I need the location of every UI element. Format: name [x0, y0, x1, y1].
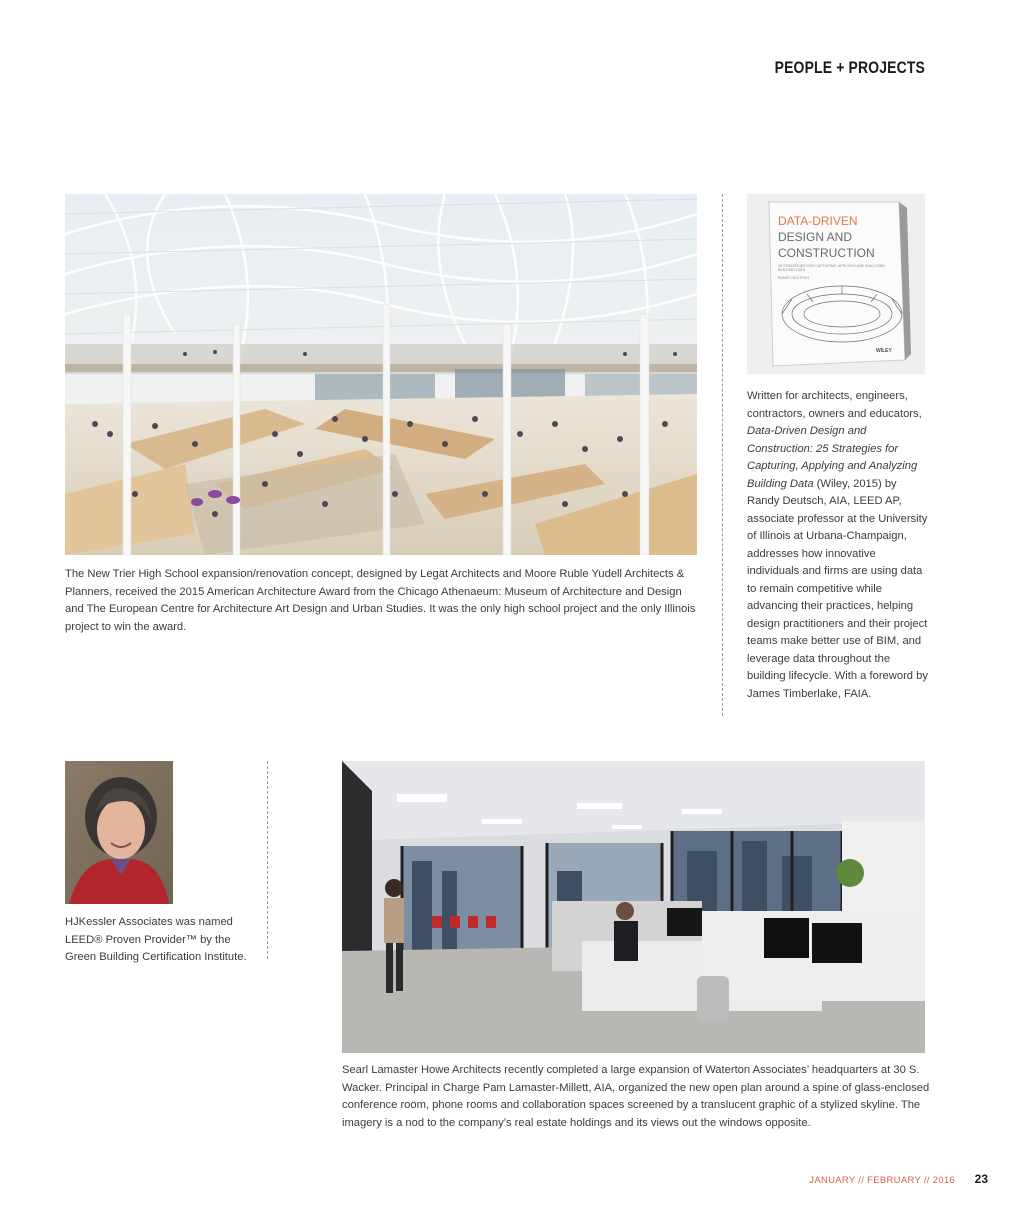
book-description-intro: Written for architects, engineers, contractors, owners and educators, — [747, 390, 922, 420]
kessler-caption: HJKessler Associates was named LEED® Proven Provider™ by the Green Building Certification Institute. — [65, 916, 247, 963]
office-caption: Searl Lamaster Howe Architects recently completed a large expansion of Waterton Associates’ headquarters at 30 S. Wacker. Principal in Charge Pam Lamaster-Millett, AIA, organized the new open plan around a spine of glass-enclosed conference room, phone rooms and collaboration spaces screened by a translucent graphic of a stylized skyline. The imagery is a nod to the company’s real estate holdings and its views out the windows opposite. — [342, 1064, 930, 1129]
portrait-photo — [65, 761, 173, 904]
book-description — [747, 388, 929, 703]
book-cover-title-line-3: CONSTRUCTION — [778, 246, 875, 260]
issue-date: JANUARY // FEBRUARY // 2016 — [809, 1175, 955, 1186]
book-cover-subtitle: 25 STRATEGIES FOR CAPTURING, APPLYING AND ANALYZING BUILDING DATA — [778, 264, 886, 273]
office-photo — [342, 761, 925, 1053]
atrium-rendering-photo — [65, 194, 697, 555]
book-title-text: Data-Driven Design and Construction: 25 Strategies for Capturing, Applying and Analyzing Building Data — [747, 425, 918, 490]
section-heading: PEOPLE + PROJECTS — [774, 58, 925, 77]
book-cover-publisher: WILEY — [876, 348, 892, 354]
column-divider — [722, 194, 723, 716]
book-description-body: (Wiley, 2015) by Randy Deutsch, AIA, LEED AP, associate professor at the University of Illinois at Urbana-Champaign, addresses how innovative individuals and firms are using data to remain competitive while advancing their practices, helping design practitioners and their project teams make better use of BIM, and leverage data throughout the building lifecycle. With a foreword by James Timberlake, FAIA. — [747, 477, 928, 700]
column-divider-lower — [267, 761, 268, 959]
book-cover-title-line-2: DESIGN AND — [778, 230, 853, 244]
atrium-caption: The New Trier High School expansion/renovation concept, designed by Legat Architects and Moore Ruble Yudell Architects & Planners, received the 2015 American Architecture Award from the Chicago Athenaeum: Museum of Architecture and Design and The European Centre for Architecture Art Design and Urban Studies. It was the only high school project and the only Illinois project to win the award. — [65, 568, 696, 633]
book-cover-author: RANDY DEUTSCH — [778, 276, 809, 280]
book-cover-title-line-1: DATA-DRIVEN — [778, 214, 858, 228]
page-number: 23 — [974, 1172, 988, 1186]
